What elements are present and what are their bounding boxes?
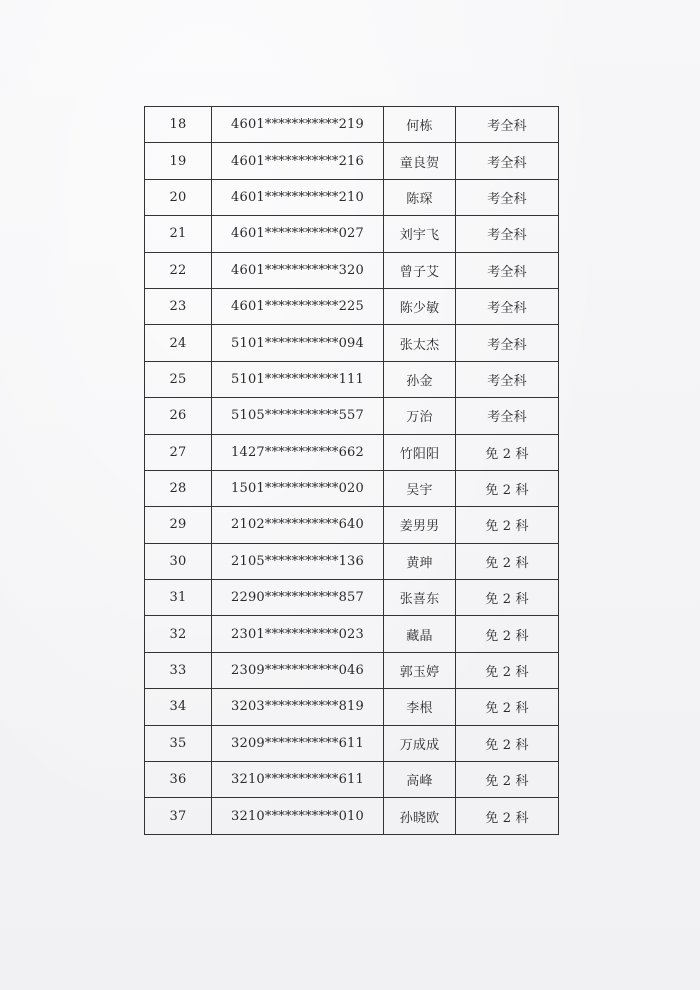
person-name: 陈少敏 xyxy=(384,288,456,324)
masked-id: 3210***********010 xyxy=(212,798,384,834)
person-name: 高峰 xyxy=(384,762,456,798)
exam-type: 考全科 xyxy=(456,107,559,143)
row-number: 24 xyxy=(145,325,212,361)
row-number: 32 xyxy=(145,616,212,652)
masked-id: 2309***********046 xyxy=(212,652,384,688)
row-number: 30 xyxy=(145,543,212,579)
exam-type: 免 2 科 xyxy=(456,470,559,506)
person-name: 李根 xyxy=(384,689,456,725)
person-name: 曾子艾 xyxy=(384,252,456,288)
exam-type: 免 2 科 xyxy=(456,507,559,543)
masked-id: 5101***********111 xyxy=(212,361,384,397)
person-name: 孙晓欧 xyxy=(384,798,456,834)
person-name: 童良贺 xyxy=(384,143,456,179)
masked-id: 3209***********611 xyxy=(212,725,384,761)
table-row xyxy=(145,762,559,798)
exam-type: 免 2 科 xyxy=(456,689,559,725)
masked-id: 4601***********216 xyxy=(212,143,384,179)
table-row xyxy=(145,798,559,834)
row-number: 23 xyxy=(145,288,212,324)
row-number: 33 xyxy=(145,652,212,688)
row-number: 28 xyxy=(145,470,212,506)
person-name: 吴宇 xyxy=(384,470,456,506)
person-name: 何栋 xyxy=(384,107,456,143)
row-number: 29 xyxy=(145,507,212,543)
row-number: 26 xyxy=(145,398,212,434)
table-row xyxy=(145,179,559,215)
person-name: 孙金 xyxy=(384,361,456,397)
person-name: 竹阳阳 xyxy=(384,434,456,470)
person-name: 黄珅 xyxy=(384,543,456,579)
table-row xyxy=(145,216,559,252)
table-row xyxy=(145,616,559,652)
exam-type: 考全科 xyxy=(456,288,559,324)
masked-id: 5105***********557 xyxy=(212,398,384,434)
row-number: 20 xyxy=(145,179,212,215)
table-row xyxy=(145,107,559,143)
table-row xyxy=(145,725,559,761)
table-row xyxy=(145,689,559,725)
table-row xyxy=(145,252,559,288)
roster-table-body xyxy=(145,107,559,835)
person-name: 陈琛 xyxy=(384,179,456,215)
masked-id: 4601***********219 xyxy=(212,107,384,143)
masked-id: 1501***********020 xyxy=(212,470,384,506)
row-number: 25 xyxy=(145,361,212,397)
masked-id: 2290***********857 xyxy=(212,580,384,616)
table-row xyxy=(145,580,559,616)
table-row xyxy=(145,434,559,470)
row-number: 27 xyxy=(145,434,212,470)
exam-type: 免 2 科 xyxy=(456,798,559,834)
exam-type: 考全科 xyxy=(456,398,559,434)
masked-id: 3210***********611 xyxy=(212,762,384,798)
table-row xyxy=(145,398,559,434)
person-name: 郭玉婷 xyxy=(384,652,456,688)
row-number: 36 xyxy=(145,762,212,798)
exam-type: 免 2 科 xyxy=(456,434,559,470)
row-number: 37 xyxy=(145,798,212,834)
exam-type: 免 2 科 xyxy=(456,652,559,688)
exam-type: 免 2 科 xyxy=(456,725,559,761)
exam-type: 免 2 科 xyxy=(456,580,559,616)
masked-id: 4601***********320 xyxy=(212,252,384,288)
masked-id: 3203***********819 xyxy=(212,689,384,725)
table-row xyxy=(145,361,559,397)
row-number: 35 xyxy=(145,725,212,761)
masked-id: 2301***********023 xyxy=(212,616,384,652)
person-name: 张太杰 xyxy=(384,325,456,361)
exam-type: 免 2 科 xyxy=(456,762,559,798)
masked-id: 4601***********027 xyxy=(212,216,384,252)
exam-type: 考全科 xyxy=(456,325,559,361)
exam-type: 免 2 科 xyxy=(456,616,559,652)
exam-type: 考全科 xyxy=(456,143,559,179)
masked-id: 2102***********640 xyxy=(212,507,384,543)
person-name: 张喜东 xyxy=(384,580,456,616)
row-number: 34 xyxy=(145,689,212,725)
table-row xyxy=(145,143,559,179)
person-name: 万治 xyxy=(384,398,456,434)
table-row xyxy=(145,507,559,543)
person-name: 刘宇飞 xyxy=(384,216,456,252)
person-name: 藏晶 xyxy=(384,616,456,652)
masked-id: 4601***********225 xyxy=(212,288,384,324)
table-row xyxy=(145,652,559,688)
row-number: 18 xyxy=(145,107,212,143)
table-row xyxy=(145,325,559,361)
masked-id: 4601***********210 xyxy=(212,179,384,215)
exam-type: 考全科 xyxy=(456,361,559,397)
roster-table xyxy=(144,106,559,835)
masked-id: 5101***********094 xyxy=(212,325,384,361)
row-number: 22 xyxy=(145,252,212,288)
exam-type: 考全科 xyxy=(456,179,559,215)
exam-type: 免 2 科 xyxy=(456,543,559,579)
exam-type: 考全科 xyxy=(456,252,559,288)
person-name: 万成成 xyxy=(384,725,456,761)
person-name: 姜男男 xyxy=(384,507,456,543)
masked-id: 2105***********136 xyxy=(212,543,384,579)
row-number: 21 xyxy=(145,216,212,252)
exam-type: 考全科 xyxy=(456,216,559,252)
table-row xyxy=(145,543,559,579)
row-number: 31 xyxy=(145,580,212,616)
masked-id: 1427***********662 xyxy=(212,434,384,470)
table-row xyxy=(145,288,559,324)
table-row xyxy=(145,470,559,506)
row-number: 19 xyxy=(145,143,212,179)
